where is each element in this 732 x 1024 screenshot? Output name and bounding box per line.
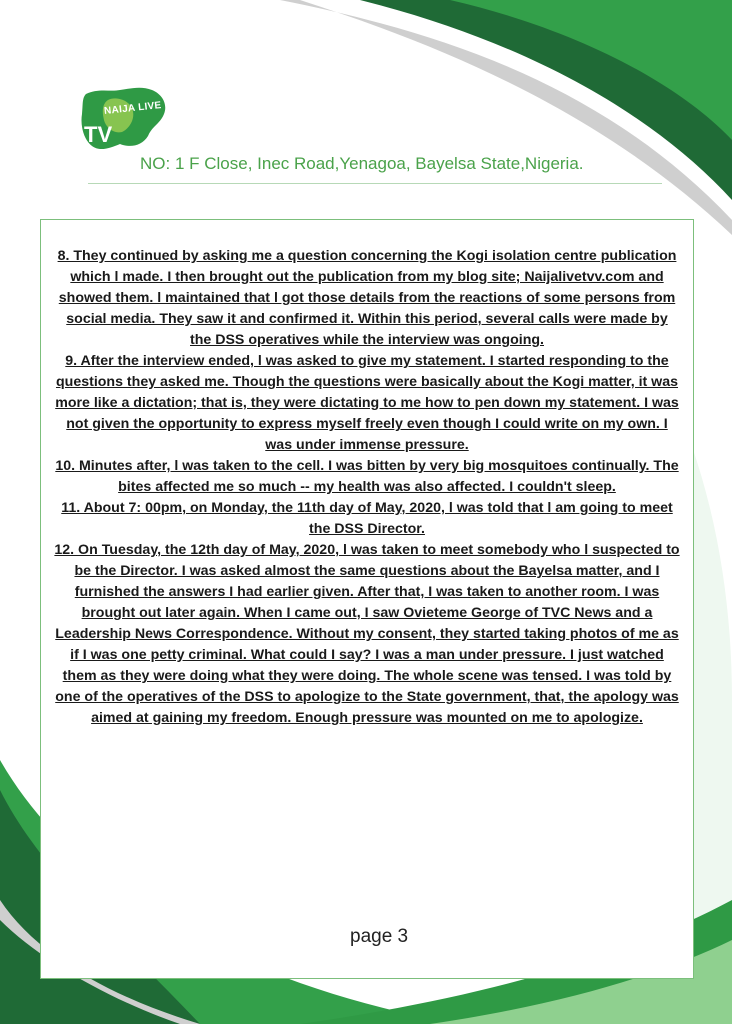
paragraph-8: 8. They continued by asking me a question concerning the Kogi isolation centre publication which l made. I then brought out the publication from my blog site; Naijalivetvv.com and showed them. l maintained that l got those details from the reactions of some persons from social media. They saw it and confirmed it. Within this period, several calls were made by the DSS operatives while the interview was ongoing. [57, 248, 677, 348]
logo-tv-text: TV [84, 122, 113, 147]
statement-body [54, 246, 680, 729]
header-address: NO: 1 F Close, Inec Road,Yenagoa, Bayelsa State,Nigeria. [140, 154, 584, 173]
header-divider [88, 183, 662, 184]
logo-naija-live-text: NAIJA LIVE [103, 100, 163, 117]
paragraph-11: 11. About 7: 00pm, on Monday, the 11th day of May, 2020, l was told that l am going to meet the DSS Director. [61, 500, 673, 537]
page-number: page 3 [350, 926, 409, 947]
paragraph-10: 10. Minutes after, l was taken to the cell. I was bitten by very big mosquitoes continually. The bites affected me so much -- my health was also affected. I couldn't sleep. [55, 458, 679, 495]
paragraph-9: 9. After the interview ended, l was asked to give my statement. I started responding to the questions they asked me. Though the questions were basically about the Kogi matter, it was more like a dictation; that is, they were dictating to me how to pen down my statement. I was not given the opportunity to express myself freely even though I could write on my own. I was under immense pressure. [55, 353, 679, 453]
paragraph-12: 12. On Tuesday, the 12th day of May, 2020, l was taken to meet somebody who l suspected to be the Director. I was asked almost the same questions about the Bayelsa matter, and I furnished the answers I had earlier given. After that, I was taken to another room. I was brought out later again. When I came out, I saw Ovieteme George of TVC News and a Leadership News Correspondence. Without my consent, they started taking photos of me as if I was one petty criminal. What could I say? I was a man under pressure. I just watched them as they were doing what they were doing. The whole scene was tensed. I was told by one of the operatives of the DSS to apologize to the State government, that, the apology was aimed at gaining my freedom. Enough pressure was mounted on me to apologize. [54, 542, 680, 726]
